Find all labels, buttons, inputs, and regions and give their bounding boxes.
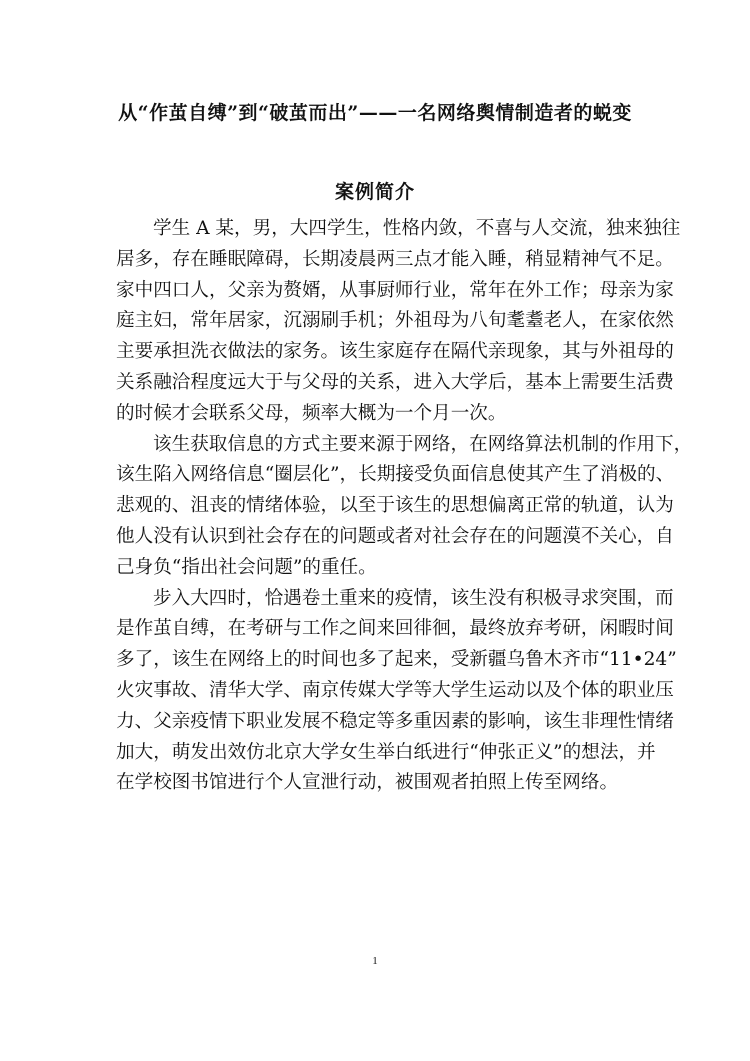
paragraph-line: 学生 A 某，男，大四学生，性格内敛，不喜与人交流，独来独往 bbox=[153, 218, 681, 239]
paragraph-line: 居多，存在睡眠障碍，长期凌晨两三点才能入睡，稍显精神气不足。 bbox=[116, 248, 674, 270]
paragraph-line: 该生陷入网络信息“圈层化”，长期接受负面信息使其产生了消极的、 bbox=[116, 464, 675, 486]
paragraph-line: 是作茧自缚，在考研与工作之间来回徘徊，最终放弃考研，闲暇时间 bbox=[116, 618, 674, 640]
paragraph-line: 加大，萌发出效仿北京大学女生举白纸进行“伸张正义”的想法，并 bbox=[116, 741, 656, 763]
paragraph-line: 庭主妇，常年居家，沉溺刷手机；外祖母为八旬耄耋老人，在家依然 bbox=[116, 310, 674, 332]
section-heading: 案例简介 bbox=[334, 181, 415, 203]
paragraph-line: 步入大四时，恰遇卷土重来的疫情，该生没有积极寻求突围，而 bbox=[153, 587, 674, 609]
paragraph-line: 力、父亲疫情下职业发展不稳定等多重因素的影响，该生非理性情绪 bbox=[116, 710, 674, 732]
paragraph-line: 关系融洽程度远大于与父母的关系，进入大学后，基本上需要生活费 bbox=[116, 371, 674, 393]
paragraph-line: 的时候才会联系父母，频率大概为一个月一次。 bbox=[116, 402, 507, 424]
paragraph-line: 悲观的、沮丧的情绪体验，以至于该生的思想偏离正常的轨道，认为 bbox=[116, 495, 674, 517]
page-number: 1 bbox=[372, 955, 378, 967]
paragraph-1 bbox=[116, 214, 681, 430]
paragraph-line: 该生获取信息的方式主要来源于网络，在网络算法机制的作用下， bbox=[153, 433, 693, 455]
document-title: 从“作茧自缚”到“破茧而出”——一名网络舆情制造者的蜕变 bbox=[118, 102, 632, 124]
paragraph-line: 多了，该生在网络上的时间也多了起来，受新疆乌鲁木齐市“11•24” bbox=[116, 649, 677, 671]
paragraph-2 bbox=[116, 430, 693, 584]
paragraph-3 bbox=[116, 584, 677, 800]
paragraph-line: 他人没有认识到社会存在的问题或者对社会存在的问题漠不关心，自 bbox=[116, 525, 674, 547]
document-body bbox=[116, 214, 693, 799]
paragraph-line: 主要承担洗衣做法的家务。该生家庭存在隔代亲现象，其与外祖母的 bbox=[116, 341, 674, 363]
paragraph-line: 己身负“指出社会问题”的重任。 bbox=[116, 556, 377, 578]
paragraph-line: 火灾事故、清华大学、南京传媒大学等大学生运动以及个体的职业压 bbox=[116, 679, 674, 701]
paragraph-line: 家中四口人，父亲为赘婿，从事厨师行业，常年在外工作；母亲为家 bbox=[116, 279, 674, 301]
paragraph-line: 在学校图书馆进行个人宣泄行动，被围观者拍照上传至网络。 bbox=[116, 772, 619, 794]
